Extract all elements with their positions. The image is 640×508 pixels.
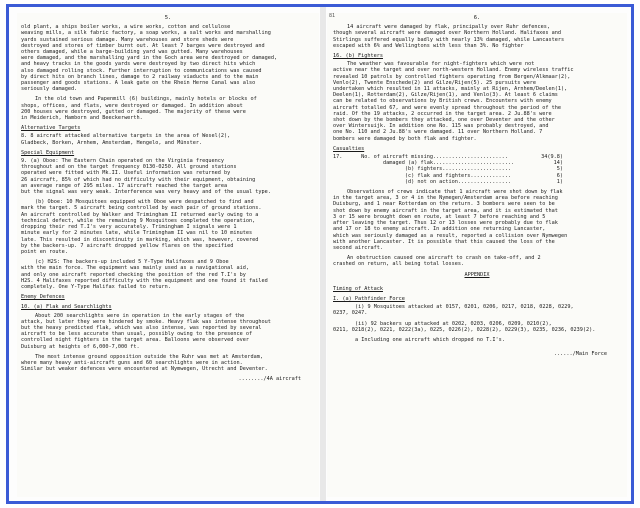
casualty-value: 1) [556,178,563,185]
left-paragraph-2 [21,96,315,121]
text-line: (i) 9 Mosquitoes attacked at 0157, 0201, 0206, 0217, 0218, 0228, 0229, [355,304,574,311]
text-line: with the main force. The equipment was mainly used as a navigational aid, [21,265,249,272]
text-line: shot down by enemy aircraft in the target area, and it is estimated that [333,207,558,214]
ground-opposition-paragraph [21,354,315,373]
pathfinder-ii [333,321,621,333]
casualty-value: 14) [553,160,563,167]
text-line: 14 aircraft were damaged by flak, principally over Ruhr defences, [347,24,551,31]
text-line: Venlo(2), Twente Enschede(2) and Gilze/Rijen(5). 25 pursuits were [333,79,537,86]
text-line: though several aircraft were damaged over Northern Holland. Halifaxes and [333,30,561,37]
fighters-paragraph [333,61,621,142]
pathfinder-heading: I. (a) Pathfinder Force [333,295,405,302]
text-line: 9. (a) Oboe: The Eastern Chain operated on the Virginia frequency [21,158,225,165]
text-line: throughout and on the target frequency 0130-0250. All ground stations [21,164,237,171]
text-line: mark the target. 5 aircraft being controlled by each pair of ground stations. [21,205,262,212]
casualty-label: (d) not on action................. [333,178,512,185]
text-line: H2S. 4 Halifaxes reported difficulty with the equipment and one found it failed [21,277,268,284]
text-line: Similar but weaker defences were encountered at Nymwegen, Utrecht and Deventer. [21,366,268,373]
text-line: with another Lancaster. It is possible that this caused the loss of the [333,238,555,245]
text-line: others damaged, while a barge-building yard was gutted. Many warehouses [21,49,243,56]
text-line: aircraft to be less accurate than usual, possibly owing to the presence of [21,331,253,338]
right-page [327,13,627,497]
text-line: old plant, a ships boiler works, a wire works, cotton and cellulose [21,24,231,31]
text-line: controlled night fighters in the target area. Balloons were observed over [21,337,249,344]
enemy-defences-heading: Enemy Defences [21,294,65,301]
footnote: a Including one aircraft which dropped no T.I's. [355,336,505,343]
left-page [17,13,319,497]
text-line: weaving mills, a silk fabric factory, a soap works, a salt works and marshalling [21,30,271,37]
casualty-value: 6) [556,172,563,179]
text-line: by the backers-up. 7 aircraft dropped yellow flares on the specified [21,242,234,249]
text-line: but the heavy predicted flak, which was also intense, was reported by several [21,324,262,331]
text-line: 26 aircraft, 85% of which had no difficulty with their equipment, obtaining [21,176,256,183]
text-line: Observations of crews indicate that 1 aircraft were shot down by flak [347,189,563,196]
text-line: 8. 8 aircraft attacked alternative targets in the area of Wesel(2), [21,133,231,140]
corner-mark: 81 [329,13,336,19]
text-line: Gladbeck, Borken, Arnhem, Amsterdam, Hengelo, and Münster. [21,139,203,146]
text-line: can be related to observations by British crews. Encounters with enemy [333,98,552,105]
text-line: 200 houses were destroyed, gutted or damaged. The majority of these were [21,108,246,115]
text-line: escaped with 6% and Wellingtons with less than 3%. No fighter [333,42,524,49]
text-line: yards sustained serious damage. Many warehouses and store sheds were [21,36,234,43]
timing-heading: Timing of Attack [333,285,383,292]
text-line: Duisburg at heights of 6,000-7,000 ft. [21,343,140,350]
text-line: and 17 or 18 to enemy aircraft. In addition one returning Lancaster, [333,226,546,233]
text-line: and heavy tracks in the goods yards were destroyed by two direct hits which [21,61,256,68]
text-line: 0237, 0247. [333,310,368,317]
text-line: shot down by the bombers they attacked, one over Deventer and the other [333,117,555,124]
text-line: an average range of 295 miles. 17 aircraft reached the target area [21,182,228,189]
left-continuation: ......../4A aircraft [238,376,301,383]
text-line: dropping their red T.I's very accurately. Trimingham I signals were 1 [21,224,237,231]
fighters-heading: 16. (b) Fighters [333,53,383,60]
oboe-b-paragraph [21,199,315,255]
text-line: Duisburg, and 1 near Rotterdam on the return. 3 bombers were seen to be [333,201,555,208]
text-line: Deelen(1), Rotterdam(2), Gilze/Rijen(1), and Venlo(3). At least 6 claims [333,92,558,99]
text-line: aircraft totalled 67, and were evenly spread throughout the period of the [333,104,561,111]
alternative-targets-text [21,133,315,145]
flak-paragraph [21,313,315,350]
text-line: but the signal was very weak. Interference was very heavy and of the usual type. [21,189,271,196]
page-gutter [320,7,326,501]
casualty-value: 34(9.8) [541,154,563,161]
text-line: The most intense ground opposition outside the Ruhr was met at Amsterdam, [35,353,263,360]
text-line: which was seriously damaged as a result, reported a collision over Nymwegen [333,232,568,239]
text-line: operated were fitted with Mk.II. Useful information was returned by [21,170,231,177]
obstruction-paragraph [333,255,621,267]
alternative-targets-heading: Alternative Targets [21,125,81,132]
text-line: shops, offices, and flats, were destroyed or damaged. In addition about [21,102,243,109]
text-line: point en route. [21,248,68,255]
text-line: over Wintersuijk. In addition one No. 115 was probably destroyed, and [333,123,549,130]
text-line: active near the target and over north-western Holland. Enemy wireless traffic [333,67,574,74]
text-line: and only one aircraft reported checking the position of the red T.I's by [21,271,246,278]
text-line: (ii) 92 backers up attacked at 0202, 0203, 0206, 0209, 0210(2), [355,320,552,327]
text-line: raid. Of the 19 attacks, 2 occurred in the target area. 2 Ju.88's were [333,110,552,117]
left-page-number: 5. [164,15,172,21]
text-line: 0211, 0218(2), 0221, 0222(3a), 0225, 0226(2), 0228(2), 0229(3), 0235, 0236, 0239(2). [333,326,596,333]
text-line: In the old town and Papenmill (6) buildings, mainly hotels or blocks of [35,96,257,103]
right-top-paragraph [333,24,621,49]
text-line: About 200 searchlights were in operation in the early stages of the [35,312,245,319]
text-line: undertaken which resulted in 11 attacks, mainly at Rijen, Arnhem/Deelen(1), [333,86,568,93]
right-page-number: 6. [473,15,481,21]
text-line: crashed on return, all being total losses. [333,261,465,268]
text-line: attack, but later they were hindered by smoke. Heavy flak was intense throughout [21,318,271,325]
text-line: The weather was favourable for night-fighters which were not [347,61,535,68]
text-line: seriously damaged. [21,86,78,93]
text-line: (b) Oboe: 10 Mosquitoes equipped with Oboe were despatched to find and [35,199,254,206]
casualty-label: 17. No. of aircraft missing........................ [333,154,508,161]
special-equipment-heading: Special Equipment [21,149,75,156]
observations-paragraph [333,189,621,251]
text-line: in Meiderich, Hamborn and Beeckerwerth. [21,115,143,122]
text-line: destroyed and stores of timber burnt out. At least 7 barges were destroyed and [21,42,265,49]
casualty-label: (b) fighters...................... [333,166,512,173]
casualties-heading: Casualties [333,145,365,152]
text-line: were damaged, and the marshalling yard in the Goch area were destroyed or damaged, [21,55,278,62]
h2s-paragraph [21,259,315,290]
text-line: minute early for 2 minutes late, while Trimingham II was nil to 10 minutes [21,230,253,237]
text-line: 3 or 15 were brought down en route, at least 7 before reaching and 5 [333,213,546,220]
text-line: revealed 10 patrols by controlled fighters operating from Bergen/Alkmaar(2), [333,73,571,80]
left-top-paragraph [21,24,315,92]
casualties-table [333,154,621,185]
text-line: passenger and goods stations. A leak gate on the Rhein Herne Canal was also [21,80,256,87]
text-line: Stirlings suffered equally badly with nearly 13% damaged, while Lancasters [333,36,565,43]
casualty-label: damaged (a) flak.......................... [333,160,515,167]
casualty-label: (c) flak and fighters............. [333,172,512,179]
text-line: (c) H2S: The backers-up included 5 Y-Type Halifaxes and 9 Oboe [35,259,229,266]
casualty-value: 5) [556,166,563,173]
text-line: after leaving the target. Thus 12 or 13 losses were probably due to flak [333,220,558,227]
appendix-heading: APPENDIX [464,271,490,278]
text-line: also damaged rolling stock. Further interruption to communications was caused [21,67,262,74]
scan-frame [6,4,634,504]
right-continuation: ....../Main Force [553,351,607,358]
oboe-a-paragraph [21,158,315,195]
text-line: one No. 110 and 2 Ju.88's were damaged. 11 over Northern Holland. 7 [333,129,543,136]
text-line: second aircraft. [333,244,383,251]
pathfinder-i [333,304,621,316]
text-line: An aircraft controlled by Walker and Trimingham II returned early owing to a [21,211,259,218]
text-line: technical defect, while the remaining 9 Mosquitoes completed the operation, [21,217,256,224]
text-line: An obstruction caused one aircraft to crash on take-off, and 2 [347,255,541,262]
text-line: in the target area, 3 or 4 in the Nymegen/Amsterdam area before reaching [333,195,558,202]
text-line: completely. One Y-Type Halifax failed to return. [21,283,171,290]
text-line: where many heavy anti-aircraft guns and 60 searchlights were in action. [21,359,243,366]
text-line: bombers were damaged by both flak and fighter. [333,135,477,142]
text-line: late. This resulted in discontinuity in marking, which was, however, covered [21,236,259,243]
flak-searchlights-heading: 10. (a) Flak and Searchlights [21,304,112,311]
text-line: by direct hits on branch lines, damage to 2 railway viaducts and to the main [21,73,259,80]
